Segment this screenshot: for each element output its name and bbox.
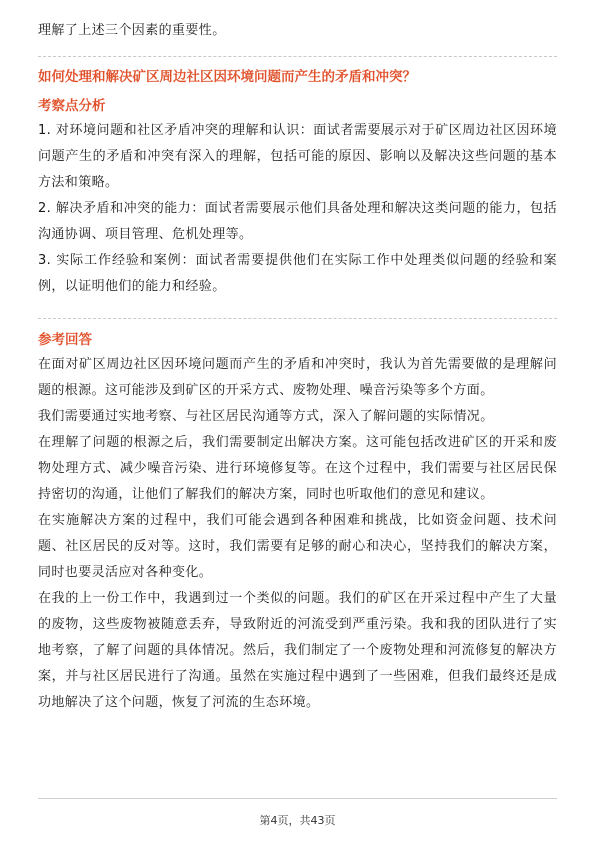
footer-divider [38,798,557,799]
answer-paragraph-3: 在理解了问题的根源之后，我们需要制定出解决方案。这可能包括改进矿区的开采和废物处理方式、减少噪音污染、进行环境修复等。在这个过程中，我们需要与社区居民保持密切的沟通，让他们了解我们的解决方案，同时也听取他们的意见和建议。 [38,435,557,502]
divider-middle [38,318,557,319]
analysis-item-3: 3. 实际工作经验和案例：面试者需要提供他们在实际工作中处理类似问题的经验和案例，以证明他们的能力和经验。 [38,253,557,294]
intro-text: 理解了上述三个因素的重要性。 [38,23,226,38]
analysis-title: 考察点分析 [38,98,106,114]
divider-top [38,56,557,57]
question-heading: 如何处理和解决矿区周边社区因环境问题而产生的矛盾和冲突？ [38,69,416,85]
answer-section [38,328,557,716]
intro-line [38,18,557,44]
analysis-item-1: 1. 对环境问题和社区矛盾冲突的理解和认识：面试者需要展示对于矿区周边社区因环境问题产生的矛盾和冲突有深入的理解，包括可能的原因、影响以及解决这些问题的基本方法和策略。 [38,123,557,190]
analysis-section [38,94,557,300]
answer-paragraph-4: 在实施解决方案的过程中，我们可能会遇到各种困难和挑战，比如资金问题、技术问题、社区居民的反对等。这时，我们需要有足够的耐心和决心，坚持我们的解决方案，同时也要灵活应对各种变化。 [38,513,557,580]
answer-paragraph-1: 在面对矿区周边社区因环境问题而产生的矛盾和冲突时，我认为首先需要做的是理解问题的根源。这可能涉及到矿区的开采方式、废物处理、噪音污染等多个方面。 [38,357,557,398]
analysis-item-2: 2. 解决矛盾和冲突的能力：面试者需要展示他们具备处理和解决这类问题的能力，包括沟通协调、项目管理、危机处理等。 [38,201,557,242]
page-number: 第4页，共43页 [259,814,336,827]
answer-title: 参考回答 [38,332,92,348]
answer-paragraph-5: 在我的上一份工作中，我遇到过一个类似的问题。我们的矿区在开采过程中产生了大量的废物，这些废物被随意丢弃，导致附近的河流受到严重污染。我和我的团队进行了实地考察，了解了问题的具体情况。然后，我们制定了一个废物处理和河流修复的解决方案，并与社区居民进行了沟通。虽然在实施过程中遇到了一些困难，但我们最终还是成功地解决了这个问题，恢复了河流的生态环境。 [38,591,557,710]
answer-paragraph-2: 我们需要通过实地考察、与社区居民沟通等方式，深入了解问题的实际情况。 [38,409,494,424]
